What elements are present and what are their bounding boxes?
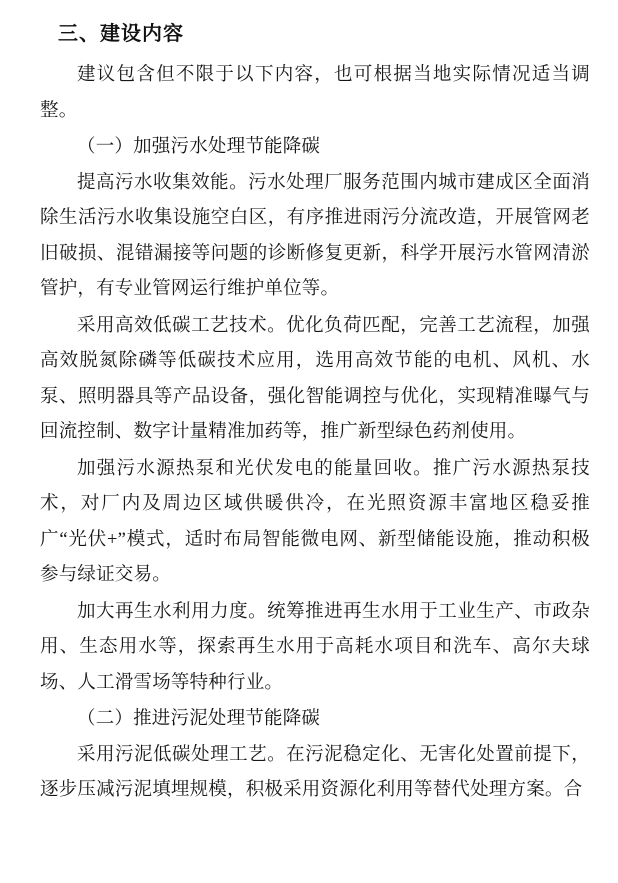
paragraph-lead: 加大再生水利用力度。 xyxy=(77,600,268,622)
paragraph-heat-pump-pv xyxy=(40,451,590,594)
paragraph-intro: 建议包含但不限于以下内容，也可根据当地实际情况适当调整。 xyxy=(40,65,590,121)
paragraph-sewage-collection xyxy=(40,165,590,308)
paragraph-text: 优化负荷匹配，完善工艺流程，加强高效脱氮除磷等低碳技术应用，选用高效节能的电机、风机、水泵、照明器具等产品设备，强化智能调控与优化，实现精准曝气与回流控制、数字计量精准加药等，推广新型绿色药剂使用。 xyxy=(40,315,591,442)
paragraph-text: 污水处理厂服务范围内城市建成区全面消除生活污水收集设施空白区，有序推进雨污分流改造，开展管网老旧破损、混错漏接等问题的诊断修复更新，科学开展污水管网清淤管护，有专业管网运行维护单位等。 xyxy=(40,172,590,299)
paragraph-lead: 加强污水源热泵和光伏发电的能量回收。 xyxy=(77,457,433,479)
paragraph-low-carbon-process xyxy=(40,308,590,451)
paragraph-lead: 提高污水收集效能。 xyxy=(77,171,249,193)
paragraph-lead: 采用高效低碳工艺技术。 xyxy=(77,314,287,336)
paragraph-lead: 采用污泥低碳处理工艺。 xyxy=(77,743,287,765)
paragraph-text: 在污泥稳定化、无害化处置前提下，逐步压减污泥填埋规模，积极采用资源化利用等替代处理方案。合 xyxy=(40,744,591,800)
document-body xyxy=(40,58,590,809)
paragraph-sludge-treatment xyxy=(40,737,590,809)
paragraph-text: 推广污水源热泵技术，对厂内及周边区域供暖供冷，在光照资源丰富地区稳妥推广“光伏+”模式，适时布局智能微电网、新型储能设施，推动积极参与绿证交易。 xyxy=(40,458,590,585)
subsection-heading-two: （二）推进污泥处理节能降碳 xyxy=(77,708,321,729)
paragraph-text: 统筹推进再生水用于工业生产、市政杂用、生态用水等，探索再生水用于高耗水项目和洗车、高尔夫球场、人工滑雪场等特种行业。 xyxy=(40,601,590,693)
subsection-heading-one: （一）加强污水处理节能降碳 xyxy=(77,136,321,157)
paragraph-reclaimed-water xyxy=(40,594,590,702)
section-heading: 三、建设内容 xyxy=(58,21,184,45)
